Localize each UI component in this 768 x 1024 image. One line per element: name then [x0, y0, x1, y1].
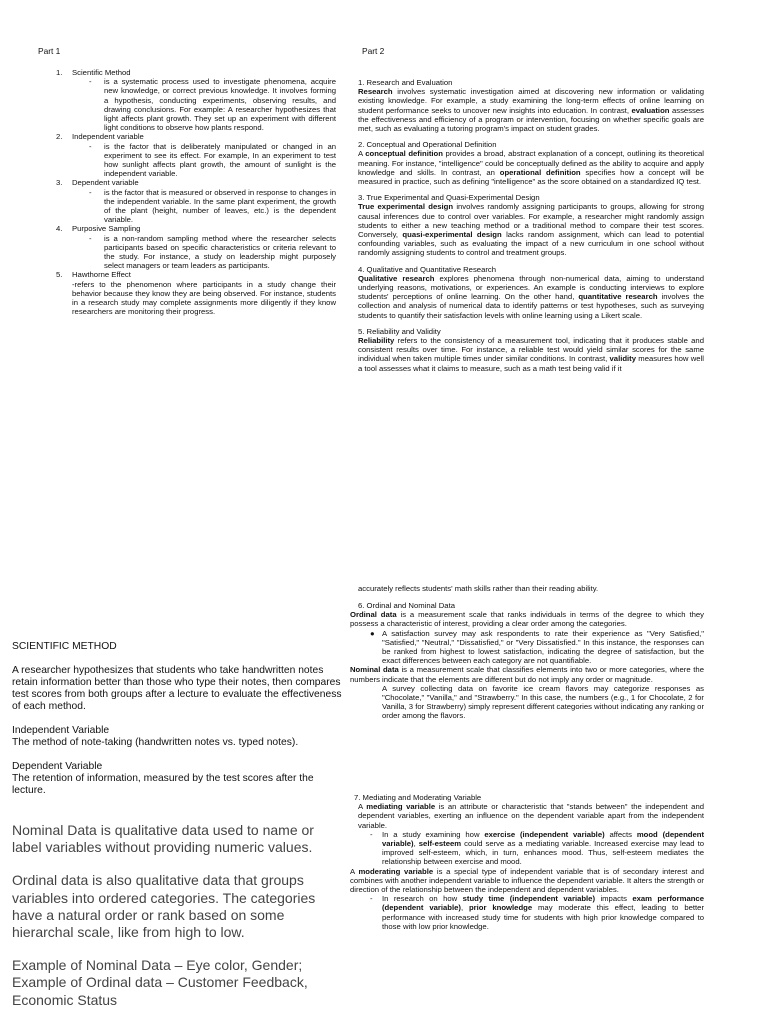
part1-list: [56, 68, 336, 316]
item-title: Dependent variable: [72, 178, 139, 188]
iv-label: Independent Variable: [12, 725, 110, 736]
section-title: 3. True Experimental and Quasi-Experimental Design: [358, 193, 540, 203]
block-paragraph: A researcher hypothesizes that students who take handwritten notes retain information better than those who type their notes, then compares test scores from both groups after a lecture to evaluate the effectiveness of each method.: [12, 665, 342, 712]
list-item: [56, 68, 336, 77]
item-number: 1.: [56, 68, 63, 77]
list-item: [56, 224, 336, 233]
mediating-example: - In a study examining how exercise (independent variable) affects mood (dependent variable), self-esteem could serve as a mediating variable. Increased exercise may lead to improved self-esteem, which, in turn, enhances mood. Thus, self-esteem mediates the relationship between exercise and mood.: [370, 829, 705, 867]
section-qual-quant: 4. Qualitative and Quantitative Research Qualitative research explores phenomena through non-numerical data, aiming to understand underlying reasons, motivations, or experiences. An example is conducting interviews to explore students' perceptions of online learning. On the other hand, quantitative research involves the collection and analysis of numerical data to identify patterns or test hypotheses, such as surveying students to quantify their satisfaction levels with online learning using a Likert scale.: [358, 264, 704, 320]
list-item: [56, 270, 336, 279]
dv-text: The retention of information, measured by the test scores after the lecture.: [12, 773, 314, 796]
block-heading: SCIENTIFIC METHOD: [12, 641, 117, 652]
dv-label: Dependent Variable: [12, 761, 103, 772]
item-number: 3.: [56, 178, 63, 188]
section-title: 4. Qualitative and Quantitative Research: [358, 264, 497, 274]
part2-column: [358, 78, 704, 380]
section-title: 7. Mediating and Moderating Variable: [354, 793, 482, 802]
reliability-continued: accurately reflects students' math skills rather than their reading ability.: [358, 584, 599, 593]
section-research-evaluation: 1. Research and Evaluation Research involves systematic investigation aimed at discovering new information or validating existing knowledge. For example, a study examining the long-term effects of online learning on student performance seeks to uncover new insights into education. In contrast, evaluation assesses the effectiveness and efficiency of a program or intervention, focusing on whether specific goals are met, such as evaluating a tutoring program's impact on student grades.: [358, 78, 704, 134]
item-number: 5.: [56, 270, 63, 280]
item-bullet: - is the factor that is deliberately manipulated or changed in an experiment to see its effect. For example, In an experiment to test how sunlight affects plant growth, the amount of sunlight is the independent variable.: [89, 141, 336, 179]
section-title: 2. Conceptual and Operational Definition: [358, 140, 497, 150]
item-title: Scientific Method: [72, 68, 131, 77]
item-text: -refers to the phenomenon where participants in a study change their behavior because they know they are being observed. For instance, students in a research study may complete assignments more diligently if they know researchers are monitoring their progress.: [72, 279, 336, 317]
section-title: 1. Research and Evaluation: [358, 78, 453, 87]
item-number: 2.: [56, 132, 63, 142]
list-item: [56, 132, 336, 141]
item-bullet: - is the factor that is measured or observed in response to changes in the independent variable. In the same plant experiment, the growth of the plant (height, number of leaves, etc.) is the dependent variable.: [89, 187, 336, 225]
moderating-example: - In research on how study time (independent variable) impacts exam performance (dependent variable), prior knowledge may moderate this effect, leading to better performance with increased study time for students with high prior knowledge compared to those with low prior knowledge.: [370, 894, 705, 931]
section-definitions: 2. Conceptual and Operational Definition A conceptual definition provides a broad, abstract explanation of a concept, outlining its theoretical meaning. For instance, "intelligence" could be conceptually defined as the ability to acquire and apply knowledge and skills. In contrast, an operational definition specifies how a concept will be measured in practice, such as defining "intelligence" as the score obtained on a standardized IQ test.: [358, 140, 705, 187]
item-bullet: - is a non-random sampling method where the researcher selects participants based on specific characteristics or criteria relevant to the study. For instance, a study on leadership might purposely select managers or team leaders as participants.: [89, 233, 336, 271]
item-number: 4.: [56, 224, 63, 234]
ordinal-note: Ordinal data is also qualitative data that groups variables into ordered categories. The categories have a natural order or rank based on some hierarchal scale, like from high to low.: [12, 872, 316, 941]
nominal-note: Nominal Data is qualitative data used to name or label variables without providing numeric values.: [12, 822, 314, 856]
data-notes-block: [12, 822, 344, 1009]
section-title: 5. Reliability and Validity: [358, 326, 441, 336]
item-title: Hawthorne Effect: [72, 270, 131, 280]
section-reliability-validity: 5. Reliability and Validity Reliability refers to the consistency of a measurement tool, indicating that it produces stable and consistent results over time. For instance, a reliable test would yield similar scores for the same individual when taken multiple times under similar conditions. In contrast, validity measures how well a tool assesses what it claims to measure, such as a math test being valid if it: [358, 326, 704, 373]
scientific-method-block: [12, 641, 342, 797]
examples-note: Example of Nominal Data – Eye color, Gender; Example of Ordinal data – Customer Feedback, Economic Status: [12, 957, 308, 1008]
item-title: Independent variable: [72, 132, 144, 142]
nominal-example: A survey collecting data on favorite ice cream flavors may categorize responses as "Chocolate," "Vanilla," and "Strawberry." In this case, the numbers (e.g., 1 for Chocolate, 2 for Vanilla, 3 for Strawberry) simply represent different categories without indicating any ranking or order among the flavors.: [382, 683, 704, 721]
section-ordinal-nominal: 6. Ordinal and Nominal Data Ordinal data is a measurement scale that ranks individuals in terms of the degree to which they possess a characteristic of interest, providing a clear order among the categories. ● A satisfaction survey may ask respondents to rate their experience as "Very Satisfied," "Satisfied," "Neutral," "Dissatisfied," or "Very Dissatisfied." In this instance, the responses can be ranked from highest to lowest satisfaction, indicating the degree of satisfaction, but the exact differences between each category are not quantifiable. Nominal data is a measurement scale that classifies elements into two or more categories, where the numbers indicate that the elements are different but do not imply any order or magnitude. A survey collecting data on favorite ice cream flavors may categorize responses as "Chocolate," "Vanilla," and "Strawberry." In this case, the numbers (e.g., 1 for Chocolate, 2 for Vanilla, 3 for Strawberry) simply represent different categories without indicating any ranking or order among the flavors.: [350, 601, 704, 721]
ordinal-example: ● A satisfaction survey may ask respondents to rate their experience as "Very Satisfied," "Satisfied," "Neutral," "Dissatisfied," or "Very Dissatisfied." In this instance, the responses can be ranked from highest to lowest satisfaction, indicating the degree of satisfaction, but the exact differences between each category are not quantifiable.: [370, 628, 704, 666]
section-experimental-design: 3. True Experimental and Quasi-Experimental Design True experimental design involves randomly assigning participants to groups, allowing for strong causal inferences due to control over variables. For example, a researcher might randomly assign students to either a new teaching method or a traditional method to compare their test scores. Conversely, quasi-experimental design lacks random assignment, which can lead to potential confounding variables, such as evaluating the impact of a new curriculum in one school without randomly assigning students to control and treatment groups.: [358, 193, 704, 258]
section-mediating-moderating: 7. Mediating and Moderating Variable A mediating variable is an attribute or characteristic that "stands between" the independent and dependent variables, exerting an influence on the dependent variable apart from the independent variable. - In a study examining how exercise (independent variable) affects mood (dependent variable), self-esteem could serve as a mediating variable. Increased exercise may lead to improved self-esteem, which, in turn, enhances mood. Thus, self-esteem mediates the relationship between exercise and mood. A moderating variable is a special type of independent variable that is of secondary interest and combines with another independent variable to influence the dependent variable. It alters the strength or direction of the relationship between the independent and dependent variables. - In research on how study time (independent variable) impacts exam performance (dependent variable), prior knowledge may moderate this effect, leading to better performance with increased study time for students with high prior knowledge compared to those with low prior knowledge.: [350, 793, 705, 931]
section-title: 6. Ordinal and Nominal Data: [358, 601, 455, 610]
item-title: Purposive Sampling: [72, 224, 141, 234]
part2-header: Part 2: [362, 46, 385, 56]
iv-text: The method of note-taking (handwritten notes vs. typed notes).: [12, 737, 299, 748]
part1-header: Part 1: [38, 46, 61, 56]
item-bullet: - is a systematic process used to investigate phenomena, acquire new knowledge, or correct previous knowledge. It involves forming a hypothesis, conducting experiments, observing results, and drawing conclusions. For example: A researcher hypothesizes that light affects plant growth. They set up an experiment with different light conditions to observe how plants respond.: [89, 77, 336, 133]
list-item: [56, 178, 336, 187]
